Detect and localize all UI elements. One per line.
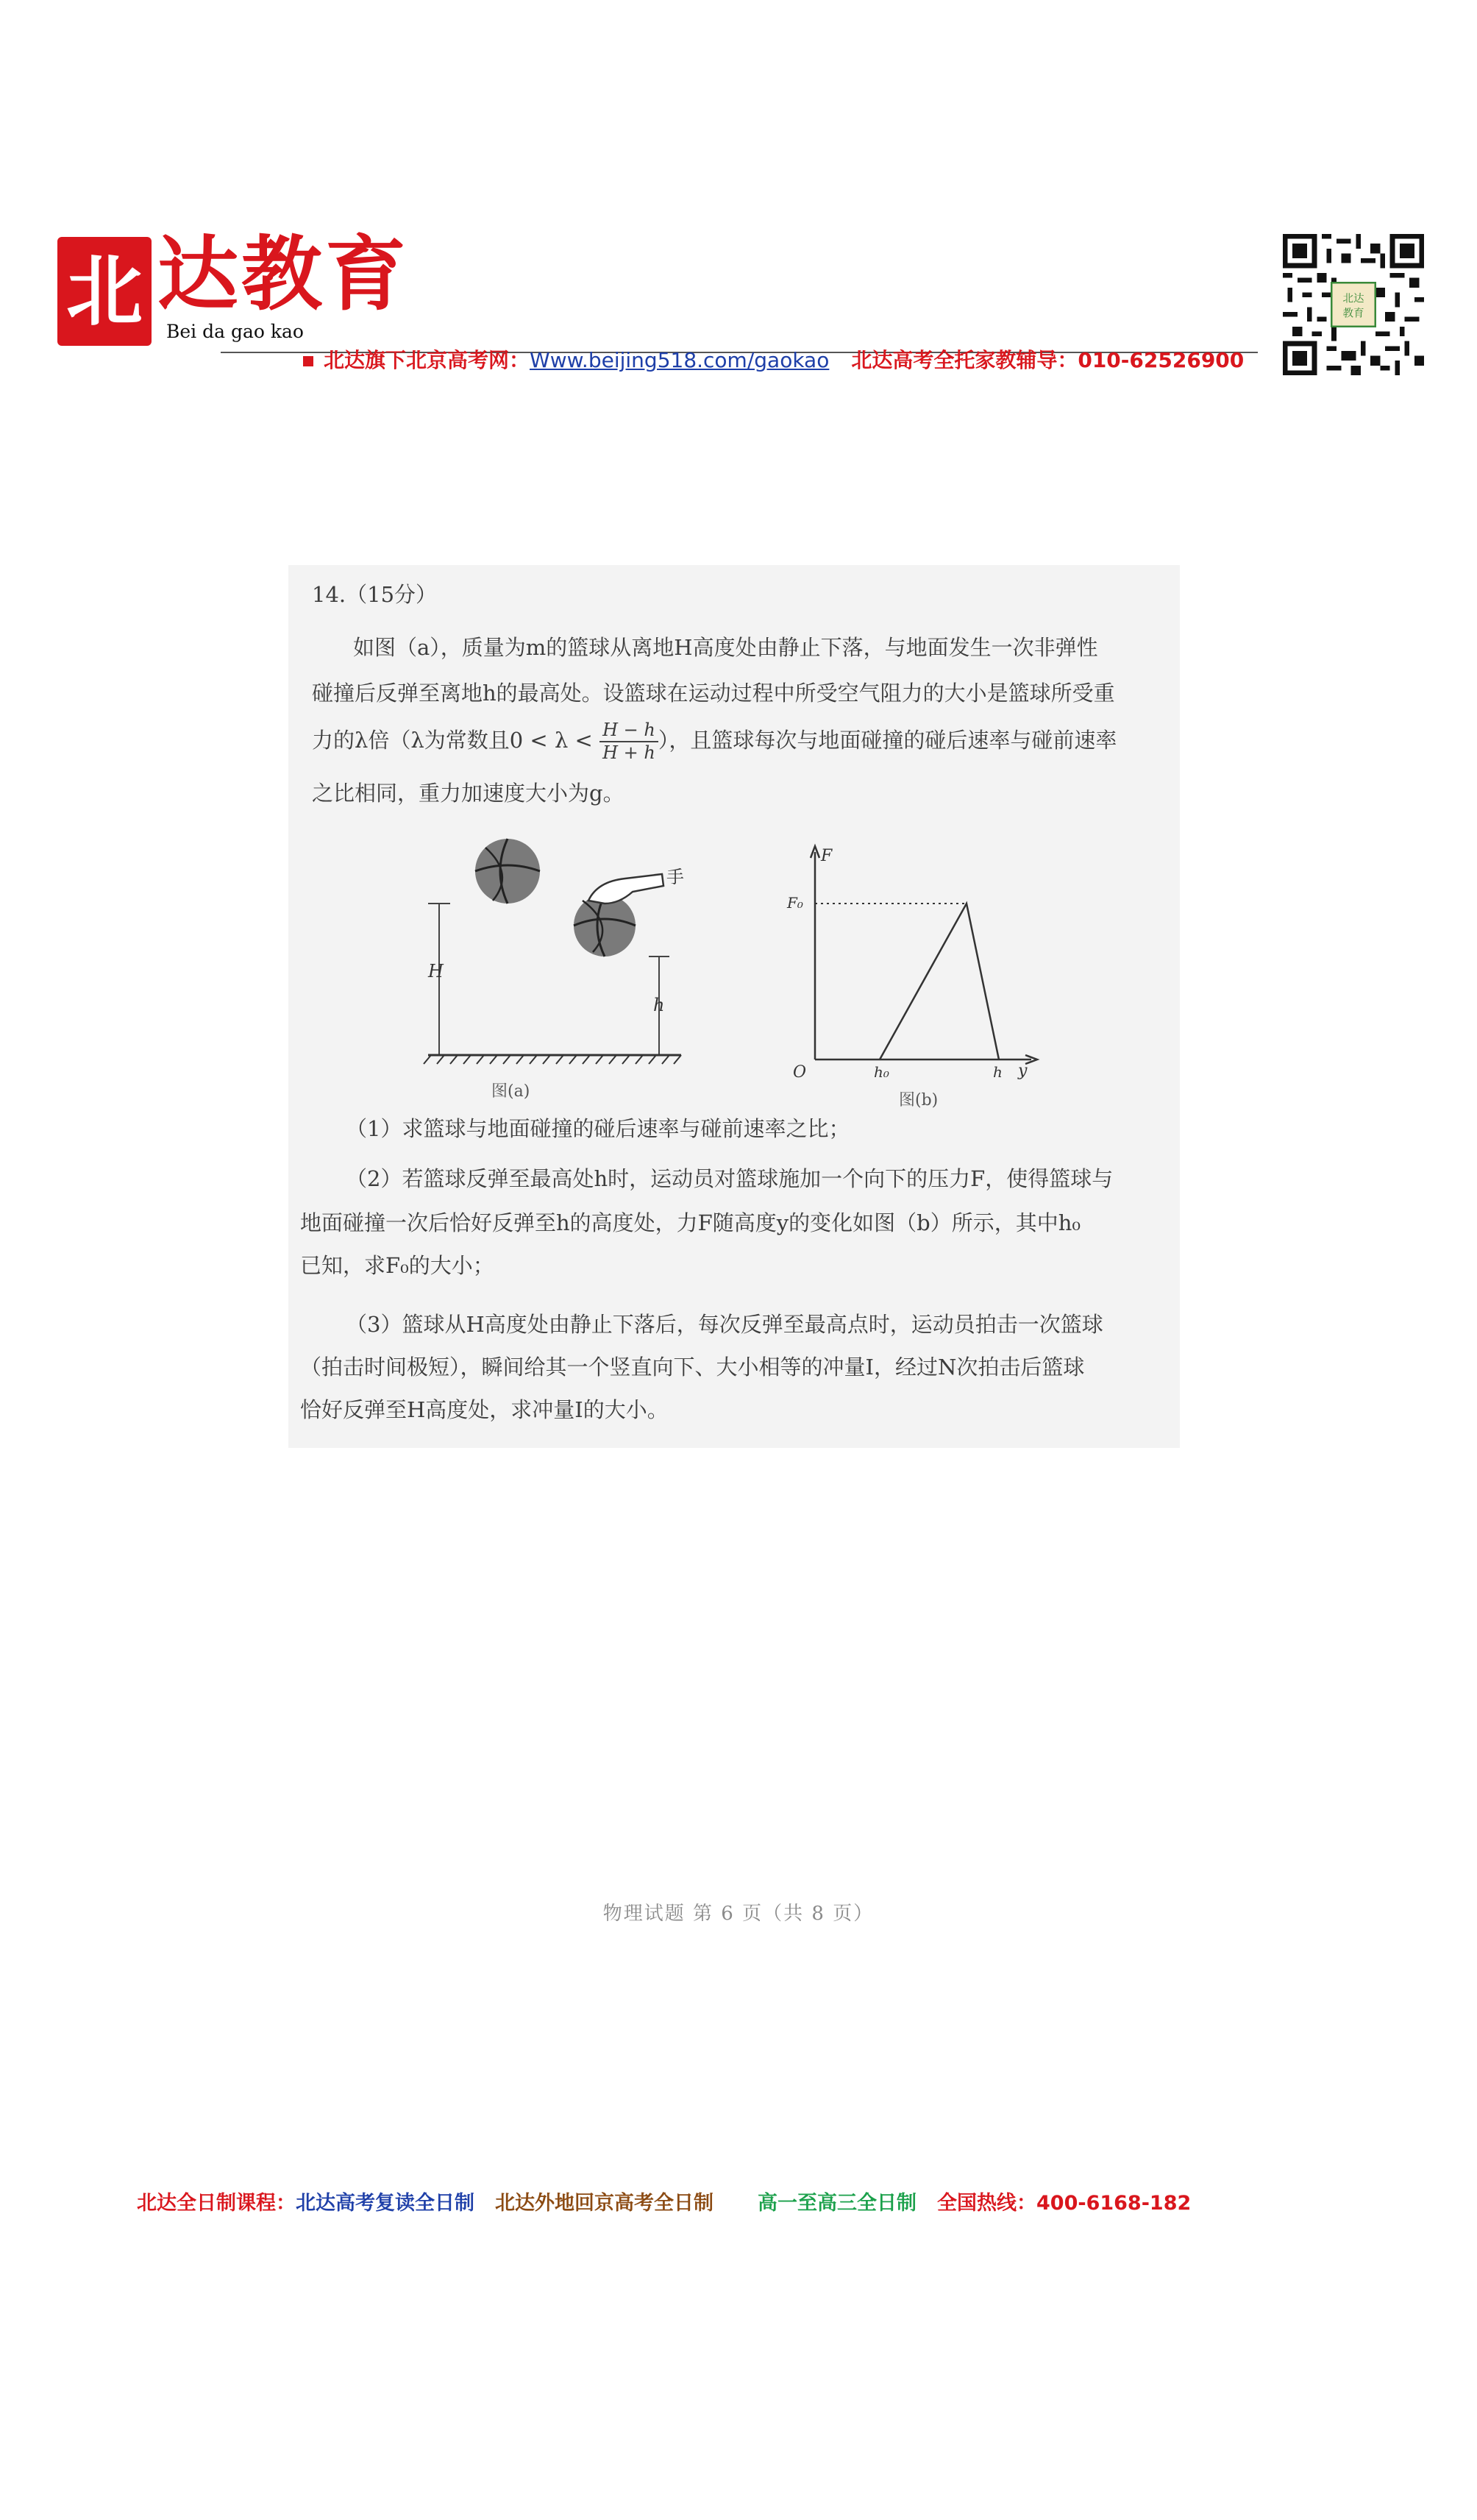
F0-label: F₀ — [787, 894, 803, 912]
header-info — [303, 344, 1244, 374]
logo-mark — [57, 237, 152, 346]
axis-F-label: F — [821, 847, 833, 865]
intro-line-2: 碰撞后反弹至离地h的最高处。设篮球在运动过程中所受空气阻力的大小是篮球所受重 — [312, 681, 1115, 706]
qr-code-icon — [1283, 234, 1424, 375]
logo-title: 达教育 — [157, 227, 409, 322]
h-label: h — [993, 1063, 1003, 1081]
footer-item-3: 高一至高三全日制 — [758, 2192, 917, 2215]
footer-hotline: 全国热线：400-6168-182 — [937, 2192, 1192, 2215]
h0-label: h₀ — [874, 1063, 889, 1081]
figure-a-caption: 图(a) — [491, 1082, 530, 1101]
figure-b-caption: 图(b) — [899, 1091, 939, 1110]
footer-item-1: 北达高考复读全日制 — [296, 2192, 474, 2215]
part-2-line-3: 已知，求F₀的大小； — [300, 1253, 494, 1278]
footer-label: 北达全日制课程： — [137, 2192, 296, 2215]
footer — [137, 2187, 1211, 2215]
axis-y-label: y — [1018, 1062, 1028, 1080]
intro-line-4: 之比相同，重力加速度大小为g。 — [312, 781, 624, 806]
intro-line-3a: 力的λ倍（λ为常数且0 < λ < — [312, 727, 593, 753]
intro-line-1: 如图（a），质量为m的篮球从离地H高度处由静止下落，与地面发生一次非弹性 — [353, 635, 1098, 660]
fraction-denominator: H + h — [602, 742, 655, 763]
hand-label: 手 — [666, 867, 684, 887]
label-h: h — [653, 995, 665, 1015]
figure-b — [783, 839, 1047, 1089]
figure-a — [412, 830, 706, 1110]
part-3-line-1: （3）篮球从H高度处由静止下落后，每次反弹至最高点时，运动员拍击一次篮球 — [346, 1312, 1103, 1337]
svg-text:北达: 北达 — [1342, 292, 1364, 305]
logo-char: 北 — [65, 246, 143, 336]
label-H: H — [428, 961, 444, 982]
part-2-line-1: （2）若篮球反弹至最高处h时，运动员对篮球施加一个向下的压力F，使得篮球与 — [346, 1166, 1114, 1191]
intro-line-3b: ），且篮球每次与地面碰撞的碰后速率与碰前速率 — [658, 727, 1117, 753]
part-1: （1）求篮球与地面碰撞的碰后速率与碰前速率之比； — [346, 1116, 850, 1141]
question-number: 14.（15分） — [312, 582, 438, 607]
footer-item-2: 北达外地回京高考全日制 — [495, 2192, 713, 2215]
force-curve — [880, 904, 999, 1060]
part-2-line-2: 地面碰撞一次后恰好反弹至h的高度处，力F随高度y的变化如图（b）所示，其中h₀ — [300, 1210, 1081, 1235]
site-label: 北达旗下北京高考网： — [324, 348, 530, 372]
svg-text:教育: 教育 — [1342, 307, 1364, 320]
fraction — [599, 720, 658, 764]
site-link[interactable]: Www.beijing518.com/gaokao — [530, 348, 830, 372]
origin-label: O — [793, 1063, 807, 1082]
page-number: 物理试题 第 6 页（共 8 页） — [602, 1903, 875, 1925]
basketball-top-icon — [475, 839, 540, 904]
bullet-square-icon — [303, 356, 313, 366]
intro-line-3 — [312, 720, 1117, 764]
basketball-hand-icon — [574, 874, 663, 956]
fraction-numerator: H − h — [599, 720, 658, 742]
tutor-info: 北达高考全托家教辅导：010-62526900 — [851, 348, 1245, 372]
logo-subtitle: Bei da gao kao — [166, 321, 304, 342]
part-3-line-2: （拍击时间极短），瞬间给其一个竖直向下、大小相等的冲量I，经过N次拍击后篮球 — [300, 1355, 1085, 1380]
part-3-line-3: 恰好反弹至H高度处，求冲量I的大小。 — [300, 1397, 669, 1422]
